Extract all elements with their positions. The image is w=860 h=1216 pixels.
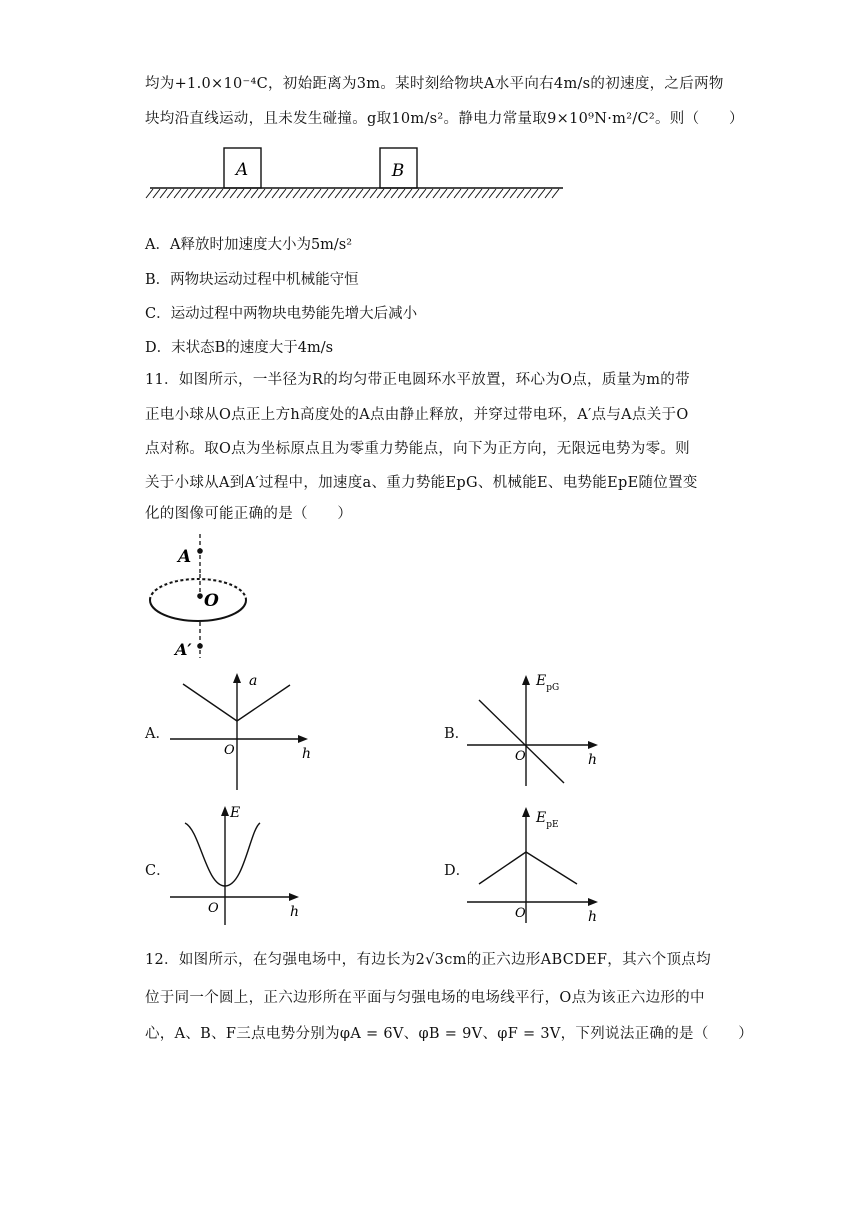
q11-text-line-1: 11．如图所示，一半径为R的均匀带正电圆环水平放置，环心为O点，质量为m的带: [145, 372, 690, 388]
graph-a: [168, 668, 318, 798]
svg-text:h: h: [290, 904, 300, 920]
q10-blocks-figure: [145, 145, 565, 205]
svg-text:O: O: [515, 906, 526, 921]
graph-d-option-label: D．: [444, 863, 471, 879]
svg-text:h: h: [588, 752, 598, 768]
q10-text-line-1: 均为+1.0×10⁻⁴C，初始距离为3m。某时刻给物块A水平向右4m/s的初速度，之后两物: [145, 76, 724, 92]
graph-a-option-label: A．: [145, 726, 170, 742]
svg-text:h: h: [302, 746, 312, 762]
svg-text:E: E: [230, 805, 241, 821]
point-a-prime: [197, 643, 203, 649]
graph-b-curve: [479, 700, 564, 783]
q11-text-line-5: 化的图像可能正确的是（ ）: [145, 506, 353, 522]
svg-text:O: O: [224, 743, 235, 758]
point-o: [197, 593, 203, 599]
graph-b-option-label: B．: [444, 726, 470, 742]
svg-text:O: O: [208, 901, 219, 916]
svg-text:a: a: [249, 673, 258, 689]
point-a: [197, 548, 203, 554]
svg-text:EpG: $E_{pG}$: [536, 673, 560, 693]
q11-text-line-2: 正电小球从O点正上方h高度处的A点由静止释放，并穿过带电环，A′点与A点关于O: [145, 407, 689, 423]
q12-text-line-1: 12．如图所示，在匀强电场中，有边长为2√3cm的正六边形ABCDEF，其六个顶点均: [145, 952, 711, 968]
graph-c: [168, 800, 318, 930]
q10-option-c: C．运动过程中两物块电势能先增大后减小: [145, 306, 418, 322]
svg-text:O: O: [204, 591, 219, 611]
svg-text:EpE: $E_{pE}$: [536, 810, 559, 830]
q12-text-line-3: 心，A、B、F三点电势分别为φA = 6V、φB = 9V、φF = 3V，下列说法正确的是（ ）: [145, 1026, 754, 1042]
svg-text:A: A: [178, 547, 192, 567]
block-b-label: B: [391, 161, 405, 181]
graph-b: [465, 668, 615, 798]
svg-text:A′: A′: [175, 640, 192, 659]
block-a-label: A: [235, 160, 249, 180]
graph-c-curve: [185, 823, 260, 886]
graph-d: [465, 800, 615, 930]
q10-option-d: D．末状态B的速度大于4m/s: [145, 340, 334, 356]
q10-text-line-2: 块均沿直线运动，且未发生碰撞。g取10m/s²。静电力常量取9×10⁹N·m²/C²。则（ ）: [145, 111, 744, 127]
svg-text:h: h: [588, 909, 598, 925]
ring-figure: [140, 532, 260, 660]
q12-text-line-2: 位于同一个圆上，正六边形所在平面与匀强电场的电场线平行，O点为该正六边形的中: [145, 990, 705, 1006]
svg-text:O: O: [515, 749, 526, 764]
q10-option-b: B．两物块运动过程中机械能守恒: [145, 272, 359, 288]
graph-c-option-label: C．: [145, 863, 171, 879]
q10-option-a: A．A释放时加速度大小为5m/s²: [145, 237, 353, 253]
q11-text-line-3: 点对称。取O点为坐标原点且为零重力势能点，向下为正方向，无限远电势为零。则: [145, 441, 690, 457]
q11-text-line-4: 关于小球从A到A′过程中，加速度a、重力势能EpG、机械能E、电势能EpE随位置变: [145, 475, 698, 491]
graph-d-curve: [479, 852, 577, 884]
